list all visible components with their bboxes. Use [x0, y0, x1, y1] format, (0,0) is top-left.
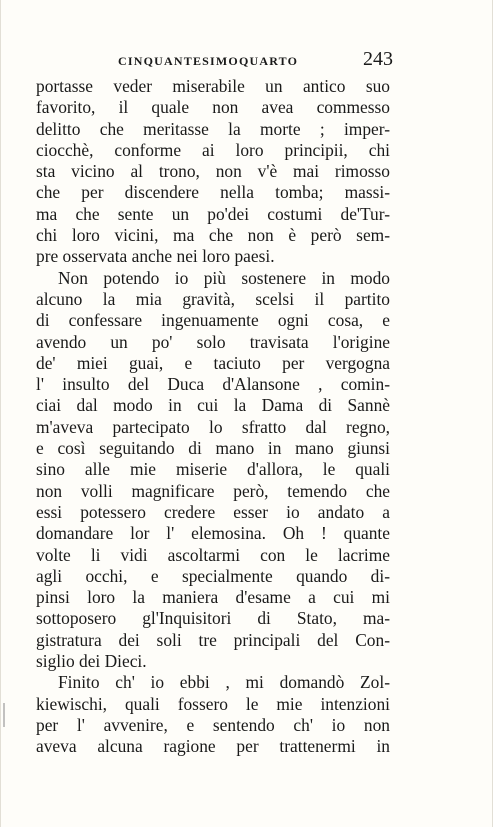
running-head: CINQUANTESIMOQUARTO	[118, 54, 299, 68]
text-line: chi loro vicini, ma che non è però sem-	[36, 225, 390, 246]
body-text	[36, 76, 390, 758]
text-line: m'aveva partecipato lo sfratto dal regno,	[36, 416, 390, 437]
text-line: agli occhi, e specialmente quando di-	[36, 565, 390, 586]
text-line: ciai dal modo in cui la Dama di Sannè	[36, 395, 390, 416]
text-line: l' insulto del Duca d'Alansone , comin-	[36, 374, 390, 395]
text-line: de' miei guai, e taciuto per vergogna	[36, 352, 390, 373]
text-line: volte li vidi ascoltarmi con le lacrime	[36, 544, 390, 565]
text-line: delitto che meritasse la morte ; imper-	[36, 118, 390, 139]
text-line: sta vicino al trono, non v'è mai rimosso	[36, 161, 390, 182]
text-line: ciocchè, conforme ai loro principii, chi	[36, 139, 390, 160]
text-line: domandare lor l' elemosina. Oh ! quante	[36, 523, 390, 544]
text-line: aveva alcuna ragione per trattenermi in	[36, 736, 390, 757]
text-line: e così seguitando di mano in mano giunsi	[36, 438, 390, 459]
text-line: Finito ch' io ebbi , mi domandò Zol-	[58, 672, 390, 693]
text-line: che per discendere nella tomba; massi-	[36, 182, 390, 203]
page-header	[118, 50, 393, 72]
text-line: Non potendo io più sostenere in modo	[58, 267, 390, 288]
page-edge-left	[0, 0, 1, 827]
text-line: kiewischi, quali fossero le mie intenzioni	[36, 693, 390, 714]
text-line: pre osservata anche nei loro paesi.	[36, 246, 275, 267]
text-line: siglio dei Dieci.	[36, 651, 147, 672]
page-number: 243	[363, 48, 393, 70]
text-line: non volli magnificare però, temendo che	[36, 480, 390, 501]
text-line: portasse veder miserabile un antico suo	[36, 76, 390, 96]
text-line: gistratura dei soli tre principali del Con-	[36, 629, 390, 650]
text-line: per l' avvenire, e sentendo ch' io non	[36, 714, 390, 735]
text-line: di confessare ingenuamente ogni cosa, e	[36, 310, 390, 331]
text-line: ma che sente un po'dei costumi de'Tur-	[36, 203, 390, 224]
text-line: pinsi loro la maniera d'esame a cui mi	[36, 587, 390, 608]
text-line: alcuno la mia gravità, scelsi il partito	[36, 288, 390, 309]
text-line: sottoposero gl'Inquisitori di Stato, ma-	[36, 608, 390, 629]
text-line: favorito, il quale non avea commesso	[36, 97, 390, 118]
margin-mark	[3, 703, 5, 727]
text-line: sino alle mie miserie d'allora, le quali	[36, 459, 390, 480]
text-line: avendo un po' solo travisata l'origine	[36, 331, 390, 352]
text-line: essi potessero credere esser io andato a	[36, 501, 390, 522]
